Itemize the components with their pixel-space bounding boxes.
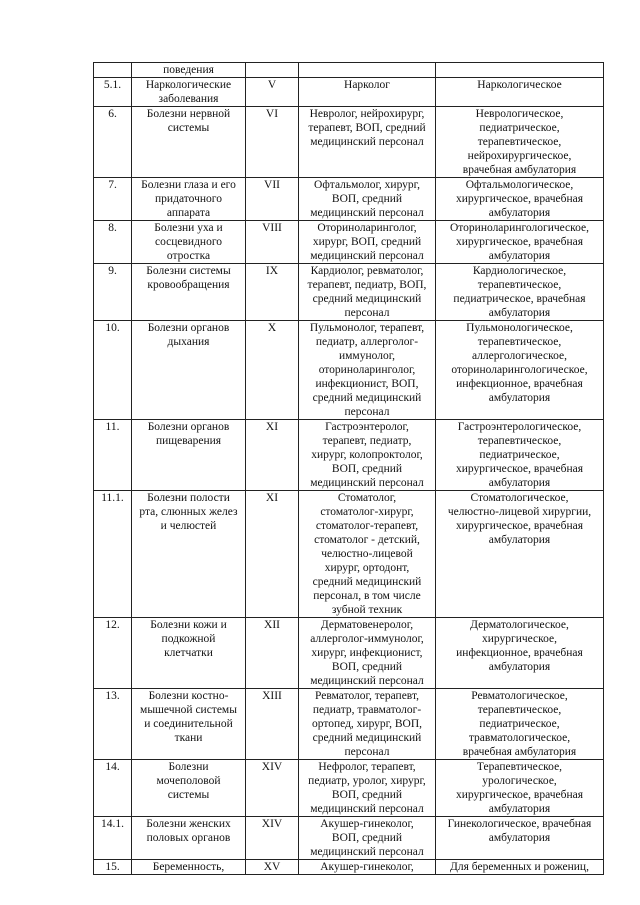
department-profile-cell: Терапевтическое, урологическое, хирургическое, врачебная амбулатория — [436, 760, 604, 817]
document-page — [93, 62, 603, 875]
disease-group-cell: Болезни нервной системы — [132, 107, 246, 178]
department-profile-cell: Офтальмологическое, хирургическое, врачебная амбулатория — [436, 178, 604, 221]
table-row — [94, 420, 604, 491]
row-number-cell: 6. — [94, 107, 132, 178]
specialist-cell: Кардиолог, ревматолог, терапевт, педиатр, ВОП, средний медицинский персонал — [299, 264, 436, 321]
table-row — [94, 618, 604, 689]
specialist-cell: Оториноларинголог, хирург, ВОП, средний медицинский персонал — [299, 221, 436, 264]
row-number-cell: 10. — [94, 321, 132, 420]
icd-class-cell: X — [246, 321, 299, 420]
disease-group-cell: Болезни кожи и подкожной клетчатки — [132, 618, 246, 689]
row-number-cell: 5.1. — [94, 78, 132, 107]
department-profile-cell: Ревматологическое, терапевтическое, педиатрическое, травматологическое, врачебная амбулатория — [436, 689, 604, 760]
icd-class-cell: VI — [246, 107, 299, 178]
department-profile-cell: Гастроэнтерологическое, терапевтическое, педиатрическое, хирургическое, врачебная амбулатория — [436, 420, 604, 491]
table-row — [94, 107, 604, 178]
department-profile-cell: Дерматологическое, хирургическое, инфекционное, врачебная амбулатория — [436, 618, 604, 689]
icd-class-cell: VII — [246, 178, 299, 221]
table-row — [94, 178, 604, 221]
row-number-cell: 7. — [94, 178, 132, 221]
row-number-cell: 13. — [94, 689, 132, 760]
disease-group-cell: Беременность, — [132, 860, 246, 875]
disease-group-cell: поведения — [132, 63, 246, 78]
department-profile-cell: Для беременных и рожениц, — [436, 860, 604, 875]
disease-group-cell: Болезни мочеполовой системы — [132, 760, 246, 817]
icd-class-cell: V — [246, 78, 299, 107]
specialist-cell: Невролог, нейрохирург, терапевт, ВОП, средний медицинский персонал — [299, 107, 436, 178]
table-row — [94, 817, 604, 860]
table-row — [94, 760, 604, 817]
department-profile-cell: Оториноларингологическое, хирургическое, врачебная амбулатория — [436, 221, 604, 264]
disease-group-cell: Наркологические заболевания — [132, 78, 246, 107]
row-number-cell: 12. — [94, 618, 132, 689]
department-profile-cell: Пульмонологическое, терапевтическое, аллергологическое, оториноларингологическое, инфекционное, врачебная амбулатория — [436, 321, 604, 420]
disease-group-cell: Болезни уха и сосцевидного отростка — [132, 221, 246, 264]
disease-group-cell: Болезни органов дыхания — [132, 321, 246, 420]
icd-class-cell: IX — [246, 264, 299, 321]
specialist-cell: Нарколог — [299, 78, 436, 107]
specialist-cell: Акушер-гинеколог, ВОП, средний медицинский персонал — [299, 817, 436, 860]
row-number-cell: 9. — [94, 264, 132, 321]
specialist-cell: Нефролог, терапевт, педиатр, уролог, хирург, ВОП, средний медицинский персонал — [299, 760, 436, 817]
row-number-cell: 15. — [94, 860, 132, 875]
disease-group-cell: Болезни глаза и его придаточного аппарата — [132, 178, 246, 221]
row-number-cell: 8. — [94, 221, 132, 264]
row-number-cell: 14.1. — [94, 817, 132, 860]
table-row — [94, 264, 604, 321]
table-body — [94, 63, 604, 875]
department-profile-cell — [436, 63, 604, 78]
specialist-cell: Офтальмолог, хирург, ВОП, средний медицинский персонал — [299, 178, 436, 221]
icd-class-cell: XI — [246, 420, 299, 491]
specialist-cell: Стоматолог, стоматолог-хирург, стоматолог-терапевт, стоматолог - детский, челюстно-лицевой хирург, ортодонт, средний медицинский персонал, в том числе зубной техник — [299, 491, 436, 618]
row-number-cell: 11. — [94, 420, 132, 491]
disease-group-cell: Болезни костно- мышечной системы и соединительной ткани — [132, 689, 246, 760]
specialist-cell: Дерматовенеролог, аллерголог-иммунолог, хирург, инфекционист, ВОП, средний медицинский персонал — [299, 618, 436, 689]
row-number-cell: 14. — [94, 760, 132, 817]
specialist-cell — [299, 63, 436, 78]
specialist-cell: Ревматолог, терапевт, педиатр, травматолог- ортопед, хирург, ВОП, средний медицинский персонал — [299, 689, 436, 760]
specialist-cell: Пульмонолог, терапевт, педиатр, аллерголог- иммунолог, оториноларинголог, инфекционист, ВОП, средний медицинский персонал — [299, 321, 436, 420]
medical-profile-table — [93, 62, 604, 875]
table-row — [94, 63, 604, 78]
specialist-cell: Гастроэнтеролог, терапевт, педиатр, хирург, колопроктолог, ВОП, средний медицинский персонал — [299, 420, 436, 491]
icd-class-cell: XV — [246, 860, 299, 875]
icd-class-cell: XIII — [246, 689, 299, 760]
table-row — [94, 860, 604, 875]
icd-class-cell: XIV — [246, 760, 299, 817]
icd-class-cell — [246, 63, 299, 78]
row-number-cell — [94, 63, 132, 78]
table-row — [94, 491, 604, 618]
department-profile-cell: Гинекологическое, врачебная амбулатория — [436, 817, 604, 860]
icd-class-cell: XI — [246, 491, 299, 618]
disease-group-cell: Болезни женских половых органов — [132, 817, 246, 860]
row-number-cell: 11.1. — [94, 491, 132, 618]
icd-class-cell: XIV — [246, 817, 299, 860]
disease-group-cell: Болезни органов пищеварения — [132, 420, 246, 491]
table-row — [94, 689, 604, 760]
icd-class-cell: XII — [246, 618, 299, 689]
table-row — [94, 321, 604, 420]
disease-group-cell: Болезни системы кровообращения — [132, 264, 246, 321]
department-profile-cell: Неврологическое, педиатрическое, терапевтическое, нейрохирургическое, врачебная амбулатория — [436, 107, 604, 178]
department-profile-cell: Кардиологическое, терапевтическое, педиатрическое, врачебная амбулатория — [436, 264, 604, 321]
department-profile-cell: Стоматологическое, челюстно-лицевой хирургии, хирургическое, врачебная амбулатория — [436, 491, 604, 618]
specialist-cell: Акушер-гинеколог, — [299, 860, 436, 875]
disease-group-cell: Болезни полости рта, слюнных желез и челюстей — [132, 491, 246, 618]
department-profile-cell: Наркологическое — [436, 78, 604, 107]
table-row — [94, 221, 604, 264]
icd-class-cell: VIII — [246, 221, 299, 264]
table-row — [94, 78, 604, 107]
